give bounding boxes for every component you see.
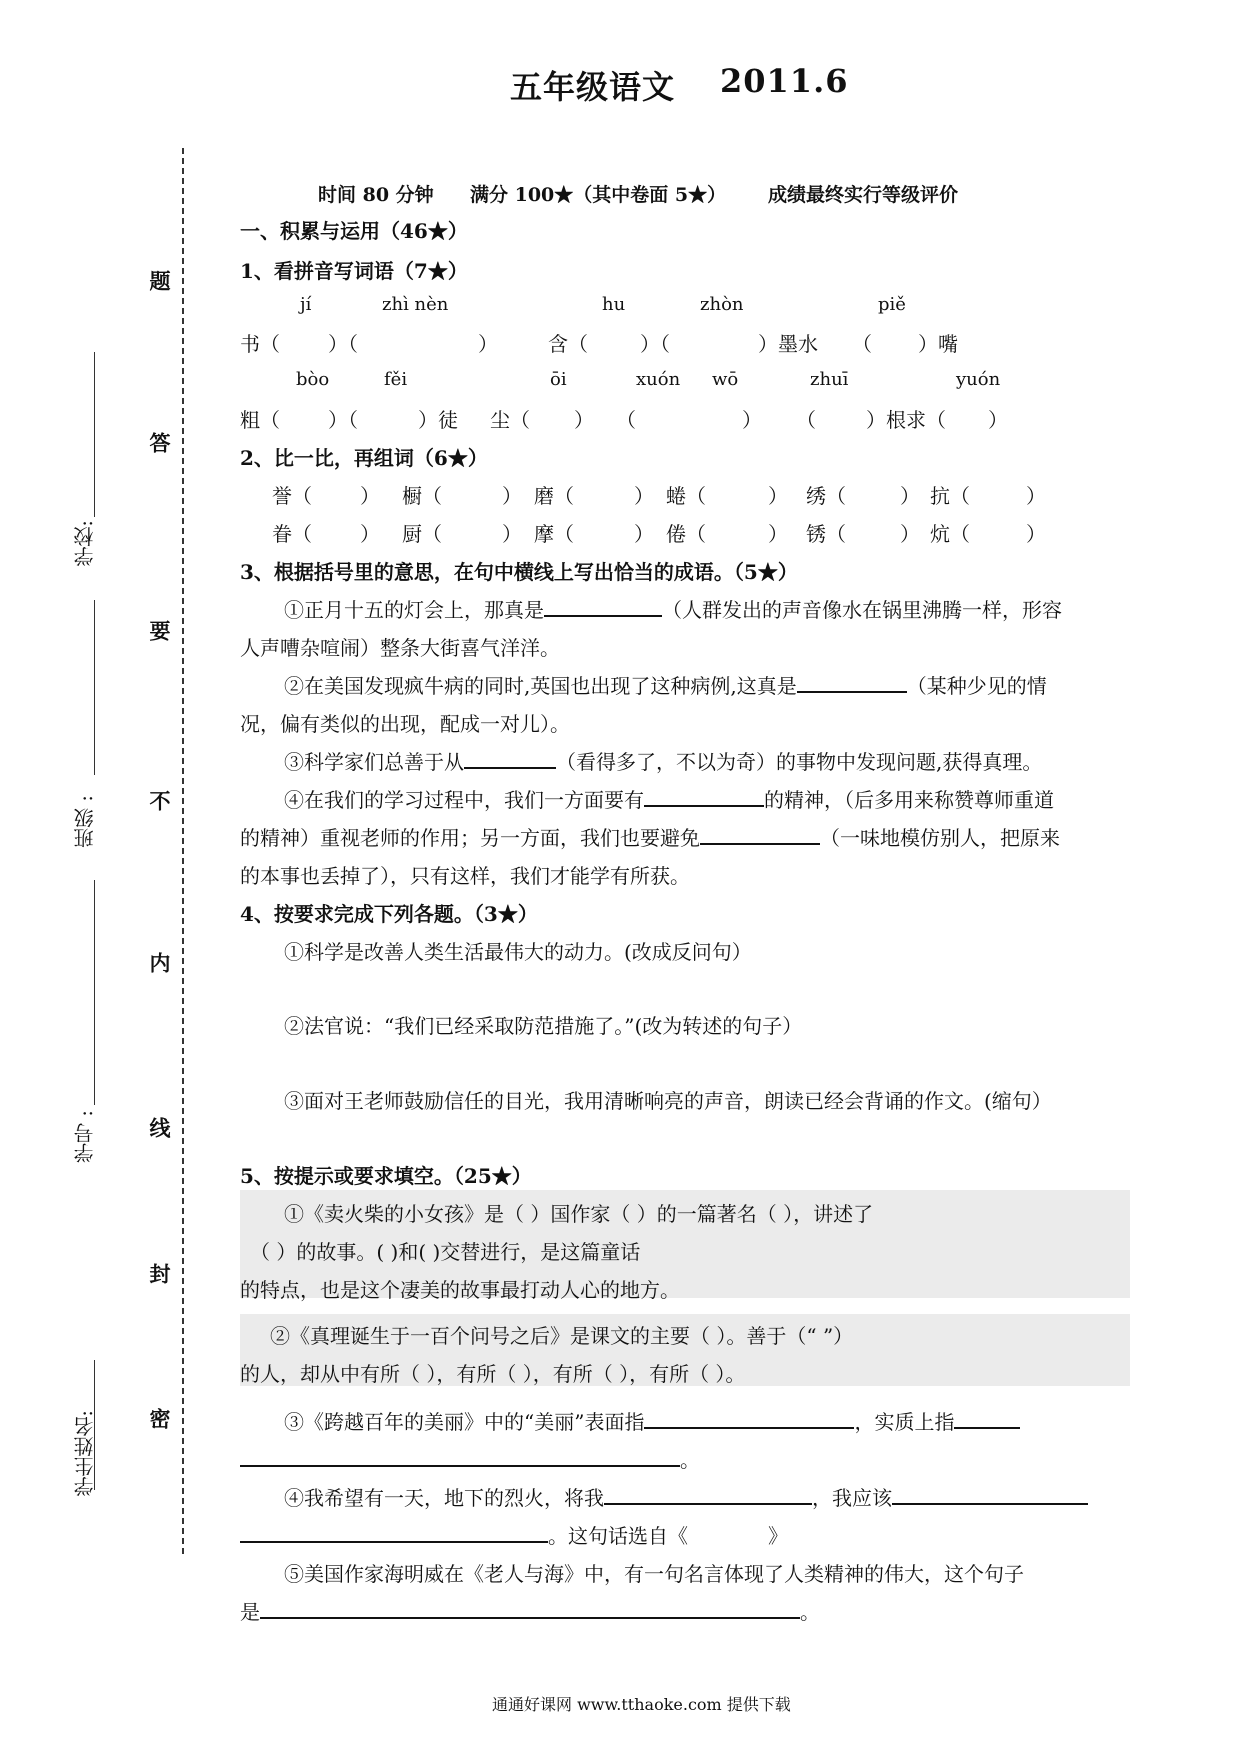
question-heading: 3、根据括号里的意思，在句中横线上写出恰当的成语。（5★） <box>240 560 798 584</box>
exam-score: 满分 100★（其中卷面 5★） <box>470 184 727 206</box>
fill-4: ④我希望有一天，地下的烈火，将我 ，我应该 <box>284 1482 1088 1511</box>
seal-char: 要 <box>144 620 174 641</box>
char-blank: ） <box>900 522 920 546</box>
answer-blank[interactable]: ） <box>988 408 1008 432</box>
answer-line[interactable] <box>892 1485 1088 1505</box>
char-blank[interactable]: 厨（ <box>402 522 442 546</box>
answer-line[interactable] <box>260 1599 800 1619</box>
char-blank[interactable]: 炕（ <box>930 522 970 546</box>
char-blank[interactable]: 誉（ <box>272 484 312 508</box>
char-blank[interactable]: 绣（ <box>806 484 846 508</box>
char-blank: ） <box>360 522 380 546</box>
char-blank[interactable]: 磨（ <box>534 484 574 508</box>
fill-1b[interactable]: （ ）的故事。( )和( )交替进行，是这篇童话 <box>250 1240 641 1264</box>
exam-date: 2011.6 <box>720 62 849 100</box>
class-label: 班级 : <box>73 795 97 849</box>
pinyin: zhuī <box>810 369 849 390</box>
answer-line[interactable] <box>954 1409 1020 1429</box>
answer-line[interactable] <box>464 749 556 769</box>
answer-line[interactable] <box>604 1485 812 1505</box>
char-blank: ） <box>502 522 522 546</box>
part-heading: 一、积累与运用（46★） <box>240 219 468 243</box>
answer-line[interactable] <box>644 1409 854 1429</box>
char-blank: ） <box>1026 484 1046 508</box>
pinyin: xuón <box>636 369 681 390</box>
task-2: ②法官说：“我们已经采取防范措施了。”(改为转述的句子） <box>284 1014 803 1038</box>
exam-time: 时间 80 分钟 <box>318 184 434 206</box>
name-label: 学生姓名: <box>73 1410 97 1497</box>
number-label: 学号 : <box>73 1110 97 1164</box>
answer-line[interactable] <box>797 673 907 693</box>
sentence-3: ③科学家们总善于从 （看得多了，不以为奇）的事物中发现问题,获得真理。 <box>284 750 1043 774</box>
pinyin: ōi <box>550 369 567 390</box>
pinyin: bòo <box>296 369 330 390</box>
pinyin: zhòn <box>700 294 744 315</box>
pinyin: jí <box>300 294 312 315</box>
char-blank[interactable]: 蜷（ <box>666 484 706 508</box>
number-field-line <box>94 880 95 1105</box>
char-blank[interactable]: 眷（ <box>272 522 312 546</box>
school-label: 学校: <box>73 520 97 567</box>
char-blank[interactable]: 抗（ <box>930 484 970 508</box>
pinyin: hu <box>602 294 626 315</box>
answer-blank[interactable]: ）嘴 <box>918 332 958 356</box>
binding-dashed-line <box>182 148 184 1554</box>
fill-1c: 的特点，也是这个凄美的故事最打动人心的地方。 <box>240 1278 680 1302</box>
pinyin: piě <box>878 294 906 315</box>
school-field-line <box>94 352 95 517</box>
answer-blank[interactable]: ）墨水 <box>758 332 818 356</box>
answer-blank[interactable]: ）徒 <box>418 408 458 432</box>
fill-3: ③《跨越百年的美丽》中的“美丽”表面指 ，实质上指 <box>284 1406 1020 1435</box>
answer-blank[interactable]: （ <box>852 332 872 356</box>
fill-2a[interactable]: ②《真理诞生于一百个问号之后》是课文的主要（ ）。善于（“ ”） <box>270 1324 854 1348</box>
answer-blank[interactable]: ） <box>574 408 594 432</box>
sentence-4-cont: 的精神）重视老师的作用；另一方面，我们也要避免 （一味地模仿别人，把原来 <box>240 826 1060 850</box>
char-blank[interactable]: 摩（ <box>534 522 574 546</box>
answer-blank[interactable]: ）（ <box>640 332 670 356</box>
answer-line[interactable] <box>240 1447 680 1467</box>
sentence-2-cont: 况，偏有类似的出现，配成一对儿）。 <box>240 712 570 736</box>
seal-char: 线 <box>144 1117 174 1138</box>
seal-char: 不 <box>144 790 174 811</box>
char-blank: ） <box>634 484 654 508</box>
question-heading: 4、按要求完成下列各题。（3★） <box>240 902 538 926</box>
sentence-4: ④在我们的学习过程中，我们一方面要有 的精神，（后多用来称赞尊师重道 <box>284 788 1054 812</box>
task-1: ①科学是改善人类生活最伟大的动力。(改成反问句） <box>284 940 752 964</box>
pinyin: yuón <box>956 369 1001 390</box>
seal-char: 内 <box>144 952 174 973</box>
page-title: 五年级语文 <box>510 68 676 106</box>
answer-blank[interactable]: 书（ <box>240 332 280 356</box>
char-blank: ） <box>360 484 380 508</box>
answer-line[interactable] <box>544 597 662 617</box>
answer-line[interactable] <box>644 787 764 807</box>
answer-blank[interactable]: （ <box>796 408 816 432</box>
answer-blank[interactable]: ）（ <box>328 408 358 432</box>
question-heading: 1、看拼音写词语（7★） <box>240 259 468 283</box>
class-field-line <box>94 600 95 775</box>
fill-5: ⑤美国作家海明威在《老人与海》中，有一句名言体现了人类精神的伟大，这个句子 <box>284 1562 1024 1586</box>
answer-blank[interactable]: （ <box>616 408 636 432</box>
char-blank: ） <box>768 484 788 508</box>
sentence-1-cont: 人声嘈杂喧闹）整条大街喜气洋洋。 <box>240 636 560 660</box>
seal-char: 封 <box>144 1263 174 1284</box>
answer-blank[interactable]: 粗（ <box>240 408 280 432</box>
fill-4-cont: 。这句话选自《 》 <box>240 1520 788 1549</box>
char-blank: ） <box>1026 522 1046 546</box>
char-blank[interactable]: 倦（ <box>666 522 706 546</box>
footer-credit: 通通好课网 www.tthaoke.com 提供下载 <box>492 1695 791 1714</box>
fill-3-cont: 。 <box>240 1444 700 1473</box>
answer-line[interactable] <box>240 1523 548 1543</box>
char-blank: ） <box>900 484 920 508</box>
seal-char: 题 <box>144 270 174 291</box>
answer-blank[interactable]: ）根求（ <box>866 408 946 432</box>
answer-blank[interactable]: 含（ <box>548 332 588 356</box>
char-blank[interactable]: 橱（ <box>402 484 442 508</box>
answer-blank[interactable]: ） <box>478 332 498 356</box>
seal-char: 答 <box>144 432 174 453</box>
seal-char: 密 <box>144 1408 174 1429</box>
task-3: ③面对王老师鼓励信任的目光，我用清晰响亮的声音，朗读已经会背诵的作文。(缩句） <box>284 1089 1052 1113</box>
sentence-4-end: 的本事也丢掉了），只有这样，我们才能学有所获。 <box>240 864 690 888</box>
answer-blank[interactable]: ）（ <box>328 332 358 356</box>
sentence-1: ①正月十五的灯会上，那真是 （人群发出的声音像水在锅里沸腾一样，形容 <box>284 598 1062 622</box>
char-blank[interactable]: 锈（ <box>806 522 846 546</box>
char-blank: ） <box>502 484 522 508</box>
pinyin: fěi <box>384 369 408 390</box>
pinyin: wō <box>712 369 739 390</box>
answer-blank[interactable]: ） <box>742 408 762 432</box>
fill-1a[interactable]: ①《卖火柴的小女孩》是（ ）国作家（ ）的一篇著名（ ），讲述了 <box>284 1202 874 1226</box>
exam-grading: 成绩最终实行等级评价 <box>768 184 959 206</box>
fill-5-cont: 是 。 <box>240 1600 820 1624</box>
char-blank: ） <box>634 522 654 546</box>
sentence-2: ②在美国发现疯牛病的同时,英国也出现了这种病例,这真是 （某种少见的情 <box>284 674 1047 698</box>
answer-line[interactable] <box>700 825 820 845</box>
question-heading: 5、按提示或要求填空。（25★） <box>240 1164 532 1188</box>
char-blank: ） <box>768 522 788 546</box>
pinyin: zhì nèn <box>382 294 449 315</box>
fill-2b[interactable]: 的人，却从中有所（ ），有所（ ），有所（ ），有所（ ）。 <box>240 1362 746 1386</box>
question-heading: 2、比一比，再组词（6★） <box>240 446 488 470</box>
answer-blank[interactable]: 尘（ <box>490 408 530 432</box>
